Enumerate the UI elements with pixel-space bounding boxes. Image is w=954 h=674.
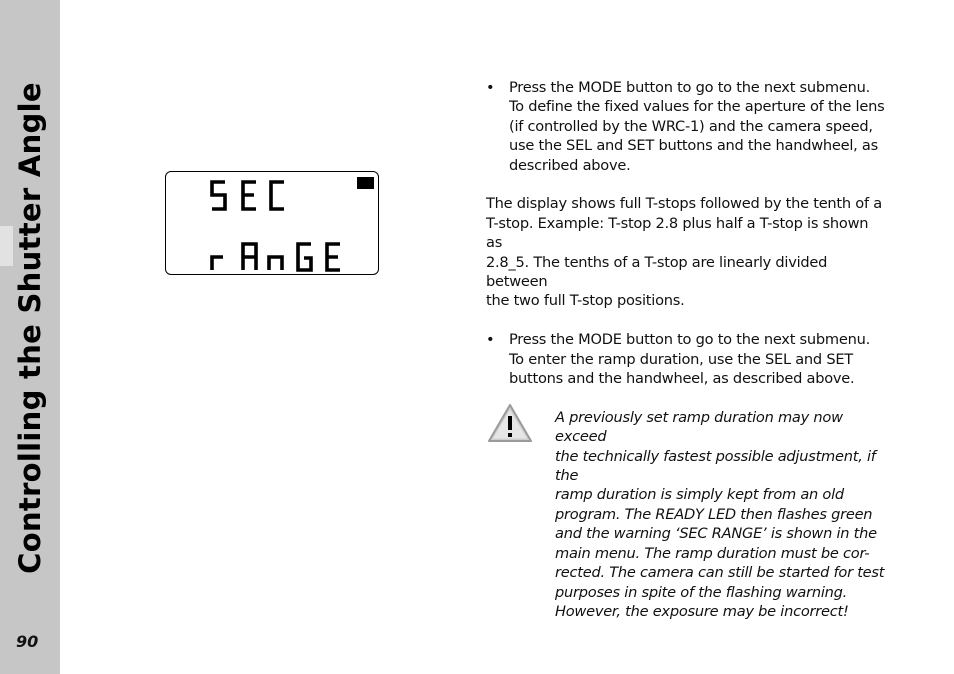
lcd-char-r <box>212 257 223 270</box>
text-line: To define the fixed values for the aperture of the lens <box>509 98 885 116</box>
text-line: and the warning ‘SEC RANGE’ is shown in the <box>555 525 877 543</box>
lcd-char-S <box>212 182 225 209</box>
text-line: described above. <box>509 156 631 174</box>
text-line: 2.8_5. The tenths of a T-stop are linearly divided between <box>486 253 828 291</box>
sidebar <box>0 0 60 674</box>
lcd-char-A <box>243 244 256 270</box>
lcd-line2 <box>212 244 340 270</box>
page-number: 90 <box>16 632 39 651</box>
sidebar-tab-marker <box>0 226 13 266</box>
warning-note <box>486 408 886 621</box>
text-line: purposes in spite of the flashing warning. <box>555 583 848 601</box>
lcd-char-G <box>298 244 311 270</box>
text-line: ramp duration is simply kept from an old <box>555 486 844 504</box>
text-line: T-stop. Example: T-stop 2.8 plus half a T-stop is shown as <box>486 214 869 252</box>
main-column <box>486 78 886 621</box>
lcd-char-E2 <box>327 244 340 270</box>
text-line: Press the MODE button to go to the next submenu. <box>509 331 871 349</box>
text-line: A previously set ramp duration may now exceed <box>555 408 843 446</box>
text-line: To enter the ramp duration, use the SEL and SET <box>509 350 853 368</box>
text-line: the two full T-stop positions. <box>486 292 685 310</box>
text-line: The display shows full T-stops followed by the tenth of a <box>486 195 882 213</box>
lcd-display <box>165 171 379 275</box>
bullet-symbol: • <box>486 79 495 96</box>
text-line: rected. The camera can still be started for test <box>555 564 885 582</box>
lcd-line1 <box>212 182 284 209</box>
bullet-mode-ramp <box>486 330 886 388</box>
bullet-symbol: • <box>486 331 495 349</box>
text-line: the technically fastest possible adjustment, if the <box>555 447 876 485</box>
warning-text <box>555 408 886 621</box>
lcd-indicator <box>357 177 374 189</box>
text-line: main menu. The ramp duration must be cor- <box>555 544 870 562</box>
lcd-char-n <box>269 257 282 270</box>
lcd-char-E <box>243 182 256 209</box>
text-line: buttons and the handwheel, as described above. <box>509 370 855 388</box>
warning-triangle-icon <box>486 402 534 444</box>
lcd-segments <box>166 172 380 276</box>
text-line: use the SEL and SET buttons and the handwheel, as <box>509 137 878 155</box>
lcd-char-C <box>271 182 284 209</box>
bullet-mode-aperture <box>486 78 886 175</box>
paragraph-tstops <box>486 194 886 310</box>
text-line: (if controlled by the WRC-1) and the camera speed, <box>509 117 873 135</box>
text-line: program. The READY LED then flashes green <box>555 505 873 523</box>
chapter-title: Controlling the Shutter Angle <box>13 82 47 574</box>
text-line: However, the exposure may be incorrect! <box>555 602 849 620</box>
text-line: Press the MODE button to go to the next submenu. <box>509 79 871 96</box>
